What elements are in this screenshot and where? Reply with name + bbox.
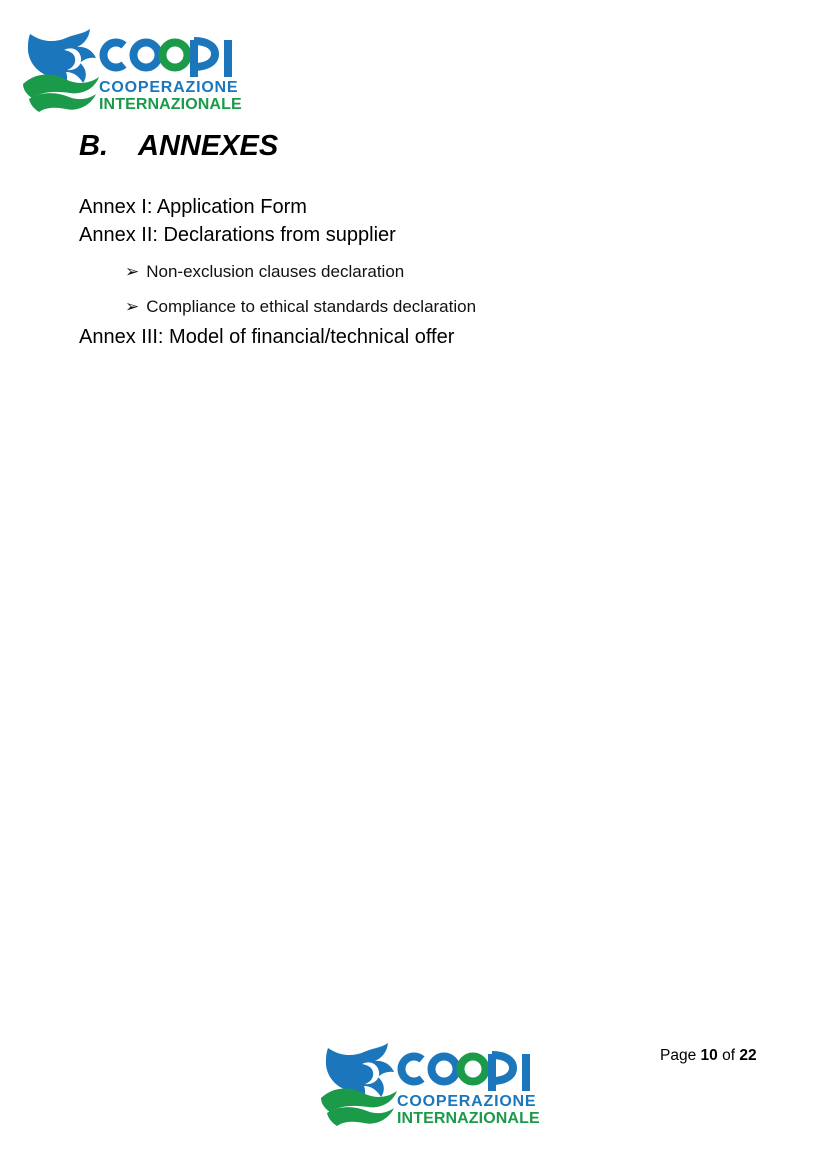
annex-item-1: Annex I: Application Form	[79, 196, 307, 218]
bullet-item-1	[125, 263, 404, 280]
coopi-logo-footer	[318, 1042, 540, 1128]
logo-wordmark-line1: COOPERAZIONE	[99, 79, 239, 96]
arrowhead-bullet-icon: ➢	[125, 297, 140, 316]
arrowhead-bullet-icon: ➢	[125, 262, 140, 281]
logo-wordmark-line2: INTERNAZIONALE	[99, 96, 242, 113]
bullet-item-1-label: Non-exclusion clauses declaration	[146, 262, 405, 281]
page-number	[660, 1048, 757, 1064]
coopi-bird-icon	[23, 29, 99, 112]
letter-o2-shape	[461, 1057, 486, 1082]
annex-item-3: Annex III: Model of financial/technical offer	[79, 326, 455, 348]
section-heading-number: B.	[79, 130, 108, 162]
coopi-letters	[103, 40, 228, 77]
letter-c-shape	[401, 1057, 422, 1082]
section-heading-title: ANNEXES	[138, 130, 279, 162]
annex-item-2: Annex II: Declarations from supplier	[79, 224, 396, 246]
coopi-logo-header	[20, 28, 242, 114]
letter-c-shape	[103, 43, 124, 68]
letter-o1-shape	[432, 1057, 457, 1082]
section-heading	[79, 132, 278, 161]
bullet-item-2	[125, 298, 476, 315]
logo-wordmark-line1: COOPERAZIONE	[397, 1093, 537, 1110]
coopi-bird-icon	[321, 1043, 397, 1126]
of-word: of	[722, 1047, 736, 1064]
total-pages-value: 22	[739, 1047, 757, 1064]
letter-o1-shape	[134, 43, 159, 68]
page-word: Page	[660, 1047, 697, 1064]
letter-o2-shape	[163, 43, 188, 68]
logo-wordmark-line2: INTERNAZIONALE	[397, 1110, 540, 1127]
bullet-item-2-label: Compliance to ethical standards declaration	[146, 297, 477, 316]
coopi-letters	[401, 1054, 526, 1091]
current-page-value: 10	[700, 1047, 718, 1064]
